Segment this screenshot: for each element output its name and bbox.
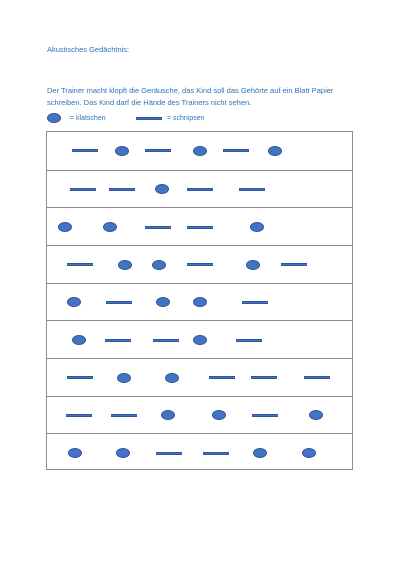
snap-dash-icon bbox=[251, 376, 277, 379]
snap-dash-icon bbox=[67, 376, 93, 379]
clap-oval-icon bbox=[302, 448, 316, 458]
snap-dash-icon bbox=[70, 188, 96, 191]
clap-oval-icon bbox=[212, 410, 226, 420]
clap-oval-icon bbox=[309, 410, 323, 420]
clap-oval-icon bbox=[268, 146, 282, 156]
sequence-row bbox=[47, 132, 352, 170]
snap-dash-icon bbox=[111, 414, 137, 417]
snap-dash-icon bbox=[236, 339, 262, 342]
snap-dash-icon bbox=[156, 452, 182, 455]
snap-dash-icon bbox=[209, 376, 235, 379]
clap-oval-icon bbox=[58, 222, 72, 232]
legend-snap-label: = schnipsen bbox=[167, 115, 205, 122]
snap-dash-icon bbox=[106, 301, 132, 304]
clap-oval-icon bbox=[250, 222, 264, 232]
clap-oval-icon bbox=[118, 260, 132, 270]
clap-oval-icon bbox=[117, 373, 131, 383]
clap-oval-icon bbox=[156, 297, 170, 307]
clap-oval-icon bbox=[161, 410, 175, 420]
clap-oval-icon bbox=[155, 184, 169, 194]
snap-dash-icon bbox=[252, 414, 278, 417]
instruction-text: Der Trainer macht klopft die Geräusche, das Kind soll das Gehörte auf ein Blatt Papier schreiben. Das Kind darf die Hände des Trainers nicht sehen. bbox=[47, 86, 334, 107]
sequence-row bbox=[47, 396, 352, 434]
snap-dash-icon bbox=[187, 226, 213, 229]
clap-oval-icon bbox=[253, 448, 267, 458]
snap-dash-icon bbox=[223, 149, 249, 152]
clap-oval-icon bbox=[152, 260, 166, 270]
sequence-row bbox=[47, 283, 352, 321]
worksheet-title: Akustisches Gedächtnis: bbox=[47, 45, 130, 54]
snap-dash-icon bbox=[187, 263, 213, 266]
snap-dash-icon bbox=[145, 149, 171, 152]
snap-dash-icon bbox=[72, 149, 98, 152]
legend-clap-label: = klatschen bbox=[70, 115, 106, 122]
clap-oval-icon bbox=[165, 373, 179, 383]
sequence-row bbox=[47, 170, 352, 208]
snap-dash-icon bbox=[153, 339, 179, 342]
snap-dash-icon bbox=[239, 188, 265, 191]
snap-dash-icon bbox=[304, 376, 330, 379]
sequence-row bbox=[47, 245, 352, 283]
clap-oval-icon bbox=[246, 260, 260, 270]
snap-dash-icon bbox=[105, 339, 131, 342]
snap-dash-icon bbox=[203, 452, 229, 455]
sequence-row bbox=[47, 320, 352, 358]
sequence-row bbox=[47, 207, 352, 245]
clap-oval-icon bbox=[193, 297, 207, 307]
clap-oval-icon bbox=[68, 448, 82, 458]
legend-snap-icon bbox=[136, 117, 162, 120]
sequence-row bbox=[47, 433, 352, 471]
snap-dash-icon bbox=[109, 188, 135, 191]
clap-oval-icon bbox=[72, 335, 86, 345]
clap-oval-icon bbox=[193, 335, 207, 345]
snap-dash-icon bbox=[281, 263, 307, 266]
snap-dash-icon bbox=[242, 301, 268, 304]
clap-oval-icon bbox=[115, 146, 129, 156]
snap-dash-icon bbox=[66, 414, 92, 417]
clap-oval-icon bbox=[193, 146, 207, 156]
legend-clap-icon bbox=[47, 113, 61, 123]
clap-oval-icon bbox=[103, 222, 117, 232]
sequence-table bbox=[46, 131, 353, 470]
snap-dash-icon bbox=[67, 263, 93, 266]
clap-oval-icon bbox=[67, 297, 81, 307]
snap-dash-icon bbox=[187, 188, 213, 191]
snap-dash-icon bbox=[145, 226, 171, 229]
clap-oval-icon bbox=[116, 448, 130, 458]
sequence-row bbox=[47, 358, 352, 396]
